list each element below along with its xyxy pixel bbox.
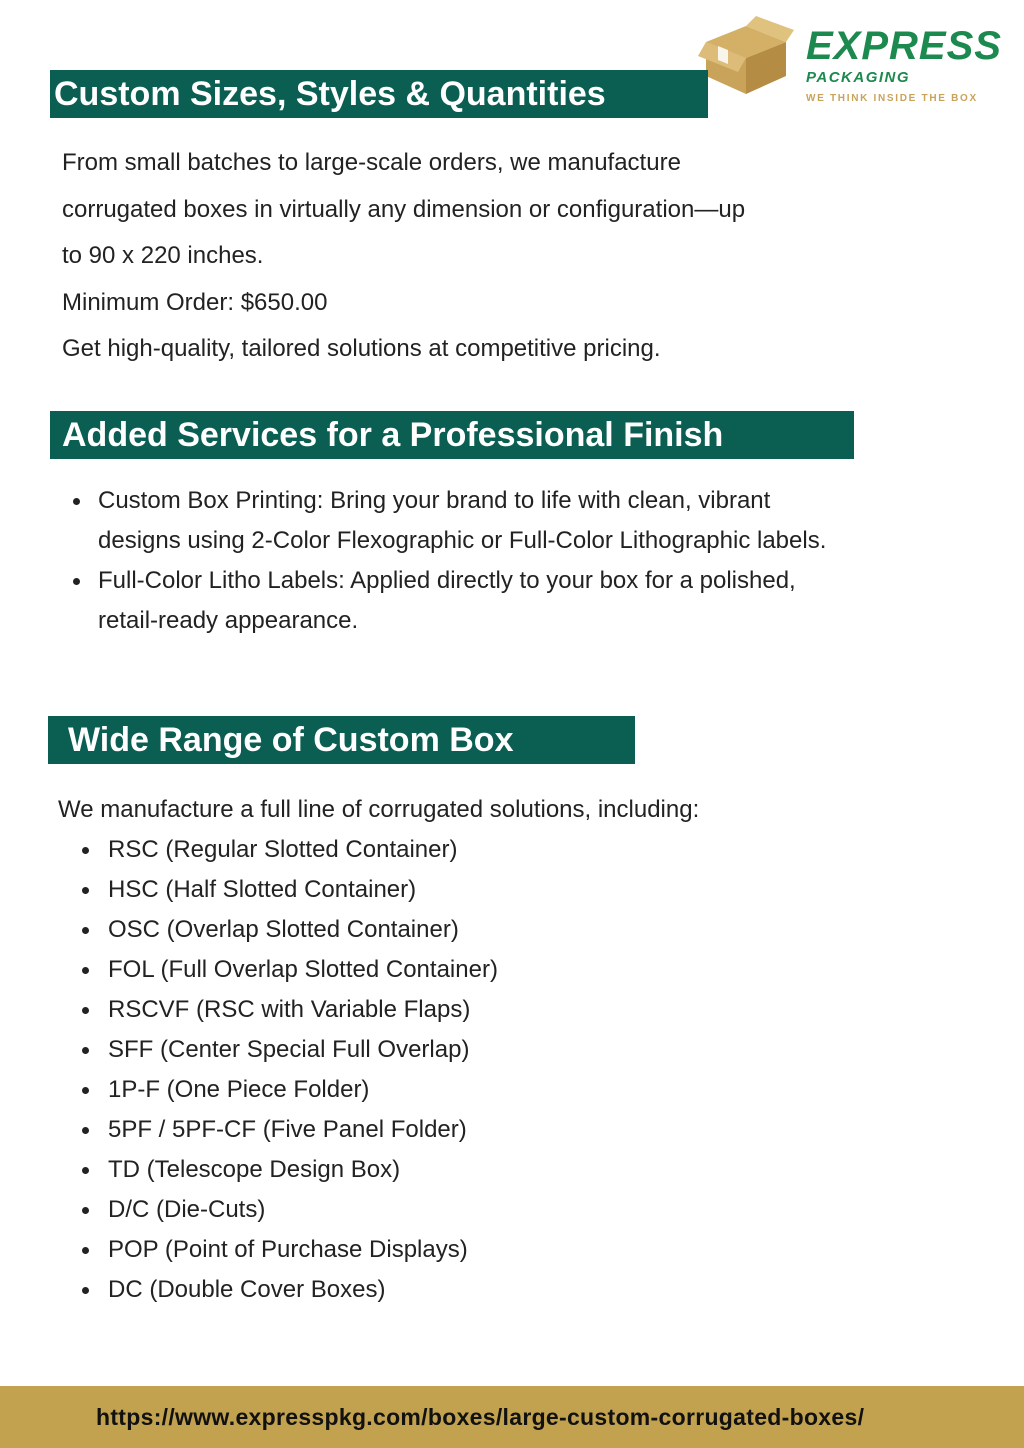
body-line: corrugated boxes in virtually any dimension or configuration—up: [62, 195, 746, 223]
logo-tagline: WE THINK INSIDE THE BOX: [806, 93, 978, 104]
list-item: HSC (Half Slotted Container): [108, 870, 808, 910]
list-item: D/C (Die-Cuts): [108, 1190, 808, 1230]
list-item: 1P-F (One Piece Folder): [108, 1070, 808, 1110]
body-line: to 90 x 220 inches.: [62, 242, 264, 269]
list-item: SFF (Center Special Full Overlap): [108, 1030, 808, 1070]
list-item: POP (Point of Purchase Displays): [108, 1230, 808, 1270]
brand-logo: [698, 14, 1008, 104]
list-item: Full-Color Litho Labels: Applied directly to your box for a polished, retail-ready appearance.: [98, 561, 858, 641]
section-custom-sizes-body: [62, 140, 922, 373]
section-heading-box-range: Wide Range of Custom Box: [48, 716, 635, 764]
list-item: 5PF / 5PF-CF (Five Panel Folder): [108, 1110, 808, 1150]
list-item: DC (Double Cover Boxes): [108, 1270, 808, 1310]
section-heading-custom-sizes: Custom Sizes, Styles & Quantities: [50, 70, 708, 118]
body-line: From small batches to large-scale orders, we manufacture: [62, 149, 681, 176]
logo-name: EXPRESS: [806, 24, 1002, 68]
list-item: Custom Box Printing: Bring your brand to life with clean, vibrant designs using 2-Color Flexographic or Full-Color Lithographic labels.: [98, 481, 858, 561]
footer-url-link[interactable]: https://www.expresspkg.com/boxes/large-custom-corrugated-boxes/: [96, 1404, 865, 1430]
list-item: OSC (Overlap Slotted Container): [108, 910, 808, 950]
box-range-intro: We manufacture a full line of corrugated solutions, including:: [58, 796, 700, 823]
box-icon: [698, 16, 794, 96]
logo-subname: PACKAGING: [806, 69, 911, 86]
body-line: Get high-quality, tailored solutions at competitive pricing.: [62, 335, 661, 362]
section-heading-added-services: Added Services for a Professional Finish: [50, 411, 854, 459]
list-item: TD (Telescope Design Box): [108, 1150, 808, 1190]
list-item: RSC (Regular Slotted Container): [108, 830, 808, 870]
list-item: RSCVF (RSC with Variable Flaps): [108, 990, 808, 1030]
services-list: [98, 481, 858, 641]
minimum-order-line: Minimum Order: $650.00: [62, 288, 328, 316]
footer-bar: [0, 1386, 1024, 1448]
box-styles-list: [108, 830, 808, 1310]
list-item: FOL (Full Overlap Slotted Container): [108, 950, 808, 990]
